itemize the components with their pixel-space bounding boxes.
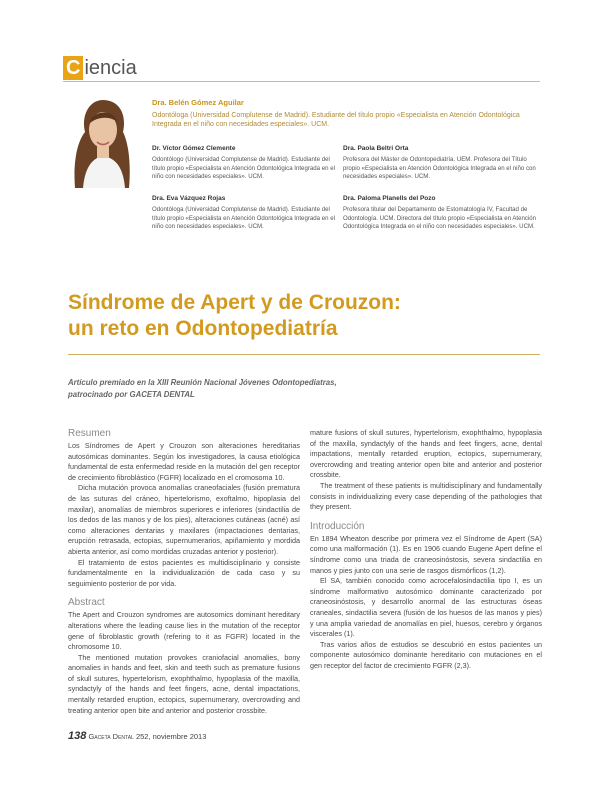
intro-paragraph-2: El SA, también conocido como acrocefalosindactilia tipo I, es un síndrome malformativo autosómico dominante caracterizado por craneosinóstosis, y desarrollo anormal de las estructuras óseas craneales, sindactilia severa (fusión de los huesos de las manos y pies) y una amplia variedad de anomalías en piel, huesos, cerebro y órganos viscerales (1). [310,576,542,639]
left-column [68,427,300,715]
resumen-paragraph-1: Los Síndromes de Apert y Crouzon son alteraciones hereditarias autosómicas dominantes. Según los investigadores, la causa etiológica fundamental de esta enfermedad reside en la mutación del gen receptor de crecimiento fibroblástico (FGFR) localizado en el cromosoma 10. [68,441,300,482]
title-divider [68,354,540,355]
article-title-line1: Síndrome de Apert y de Crouzon: [68,291,401,314]
abstract-heading: Abstract [68,597,105,609]
abstract-paragraph-2: The mentioned mutation provokes craniofacial anomalies, bony anomalies in hands and feet, skin and teeth such as premature fusions of skull sutures, hypertelorism, exophthalmo, hypoplasia of the maxilla, syndactyly of the hands and feet fingers, acne, dental impactations, mentally retarded eruption, ectopics, supernumerary, overcrowding and treating anterior open bite and anterior and posterior crossbite. [68,652,300,715]
abstract-paragraph-3: The treatment of these patients is multidisciplinary and fundamentally consists in individualizing every case depending of the pathologies that they present. [310,480,542,512]
intro-paragraph-3: Tras varios años de estudios se descubrió en estos pacientes un componente autosómico dominante hereditario con mutaciones en el gen receptor del factor de crecimiento FGFR (2,3). [310,639,542,670]
author-photo [63,92,139,188]
section-label [63,56,137,80]
author-2-name: Dr. Víctor Gómez Clemente [152,145,236,152]
section-initial: C [63,56,83,80]
author-3-desc: Profesora del Máster de Odontopediatría. UEM. Profesora del Título propio «Especialista en Atención Odontológica Integrada en el niño con necesidades especiales». UCM. [343,156,536,180]
right-column [310,428,542,671]
author-5-name: Dra. Paloma Planells del Pozo [343,195,436,202]
abstract-paragraph-2-cont: mature fusions of skull sutures, hypertelorism, exophthalmo, hypoplasia of the maxilla, syndactyly of the hands and feet fingers, acne, dental impactations, mentally retarded eruption, ectopics, supernumerary, overcrowding and treating anterior open bite and anterior and posterior crossbite. [310,428,542,480]
author-5-desc: Profesora titular del Departamento de Estomatología IV, Facultad de Odontología. UCM. Directora del título propio «Especialista en Atención Odontológica Integrada en el niño con necesidades especiales». UCM. [343,206,537,230]
article-title-line2: un reto en Odontopediatría [68,316,338,340]
author-4-desc: Odontóloga (Universidad Complutense de Madrid). Estudiante del título propio «Especialista en Atención Odontológica Integrada en el niño con necesidades especiales». UCM. [152,206,335,230]
publication-name: Gaceta Dental [88,732,134,741]
intro-heading: Introducción [310,520,365,532]
author-2 [152,145,336,181]
author-lead-desc: Odontóloga (Universidad Complutense de Madrid). Estudiante del título propio «Especialista en Atención Odontológica Integrada en el niño con necesidades especiales». UCM. [152,111,520,128]
page-number: 138 [68,730,87,742]
author-3 [343,145,540,181]
resumen-paragraph-3: El tratamiento de estos pacientes es multidisciplinario y consiste fundamentalmente en la individualización de cada caso y su seguimiento posterior de por vida. [68,557,300,588]
author-4-name: Dra. Eva Vázquez Rojas [152,195,226,202]
section-rest: iencia [84,57,137,79]
author-2-desc: Odontólogo (Universidad Complutense de Madrid). Estudiante del título propio «Especialista en Atención Odontológica Integrada en el niño con necesidades especiales». UCM. [152,156,335,180]
intro-paragraph-1: En 1894 Wheaton describe por primera vez el Síndrome de Apert (SA) como una malformación (1). Es en 1906 cuando Eugene Apert define el síndrome como una triada de craneosinóstosis, severa sindactilia en manos y pies junto con una serie de rasgos dismórficos (1,2). [310,533,542,575]
abstract-paragraph-1: The Apert and Crouzon syndromes are autosomics dominant hereditary alterations where the leading cause lies in the mutation of the receptor gene of fibroblastic growth (refering to it as FGFR) located in the chromosome 10. [68,610,300,652]
page-footer [68,730,206,742]
author-5 [343,195,540,231]
section-divider [63,81,540,82]
author-lead [152,98,540,130]
article-title [68,290,538,341]
issue-info: 252, noviembre 2013 [135,732,207,741]
author-portrait-illustration [63,92,139,188]
prize-line1: Artículo premiado en la XIII Reunión Nacional Jóvenes Odontopediatras, [68,378,337,387]
prize-line2: patrocinado por GACETA DENTAL [68,390,195,399]
author-lead-name: Dra. Belén Gómez Aguilar [152,98,244,107]
resumen-heading: Resumen [68,428,111,439]
author-3-name: Dra. Paola Beltri Orta [343,145,409,152]
author-4 [152,195,336,231]
prize-note [68,377,538,401]
resumen-paragraph-2: Dicha mutación provoca anomalías craneofaciales (fusión prematura de las suturas del cráneo, hipertelorismo, exoftalmo, hipoplasia del maxilar), anomalías de miembros superiores e inferiores (sindactilia de los dedos de las manos y de los pies), alteraciones cutáneas (acné) así como alteraciones dentarias y maxilares (impactaciones dentarias, erupción retrasada, ectopias, supernumerarios, apiñamiento y mordida abierta anterior, así como mordidas cruzadas anterior y posterior). [68,483,300,556]
